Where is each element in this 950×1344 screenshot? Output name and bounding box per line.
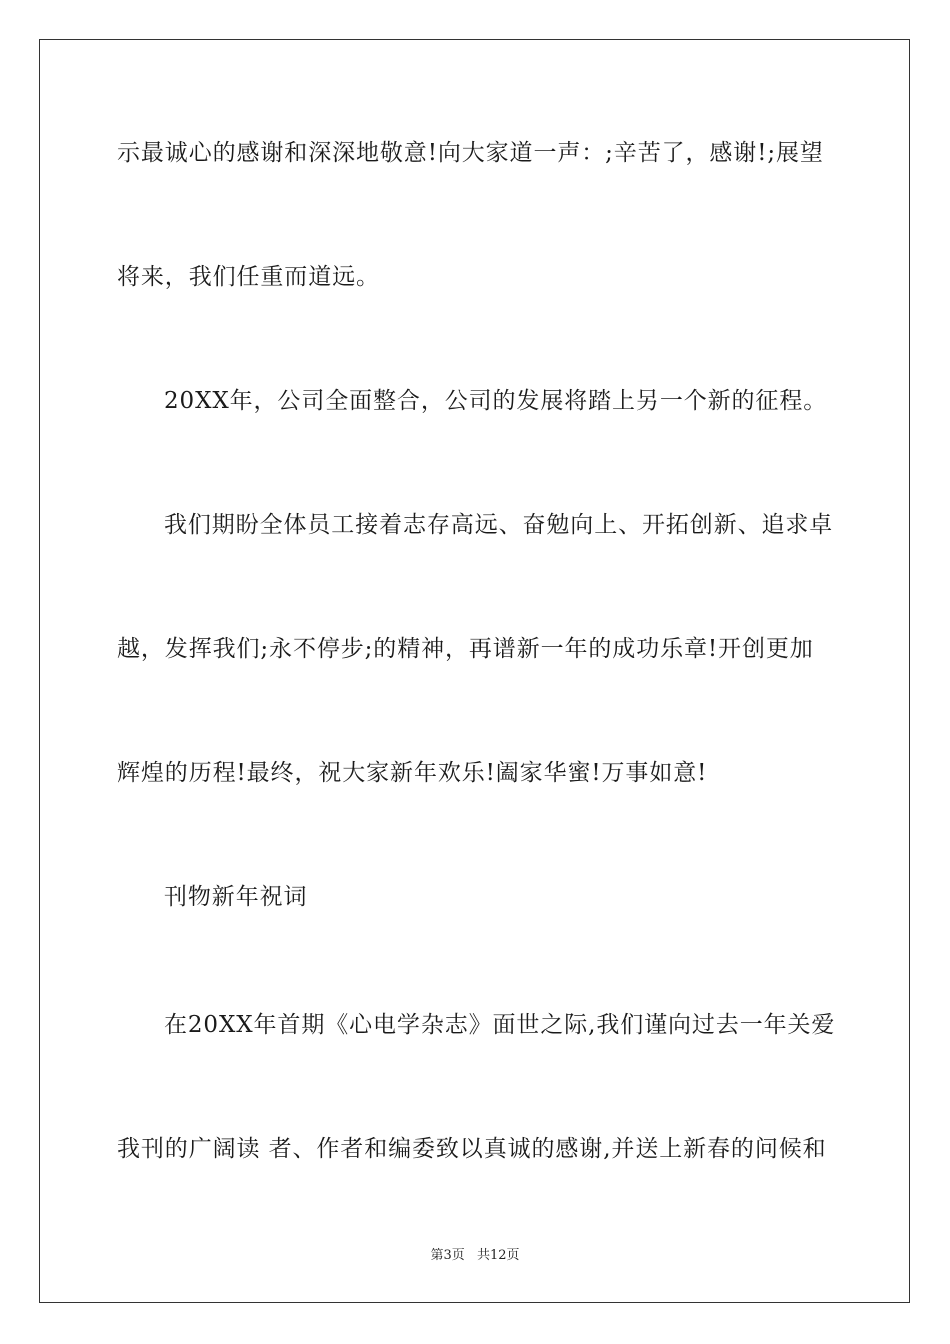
- page-number: 第3页: [430, 1248, 465, 1263]
- paragraph-start-line: 我们期盼全体员工接着志存高远、奋勉向上、开拓创新、追求卓: [164, 512, 834, 538]
- body-text-line: 将来，我们任重而道远。: [117, 264, 380, 290]
- body-text-line: 示最诚心的感谢和深深地敬意!向大家道一声：;辛苦了，感谢!;展望: [117, 140, 824, 166]
- paragraph-start-line: 在20XX年首期《心电学杂志》面世之际,我们谨向过去一年关爱: [164, 1012, 836, 1038]
- body-text-line: 我刊的广阔读 者、作者和编委致以真诚的感谢,并送上新春的问候和: [117, 1136, 827, 1162]
- page-total: 共12页: [476, 1248, 520, 1263]
- section-heading: 刊物新年祝词: [164, 884, 308, 910]
- body-text-line: 越，发挥我们;永不停步;的精神，再谱新一年的成功乐章!开创更加: [117, 636, 814, 662]
- body-text-line: 辉煌的历程!最终，祝大家新年欢乐!阖家华蜜!万事如意!: [117, 760, 708, 786]
- paragraph-start-line: 20XX年，公司全面整合，公司的发展将踏上另一个新的征程。: [164, 388, 828, 414]
- page-border: [39, 39, 910, 1303]
- page-footer: [0, 1248, 950, 1264]
